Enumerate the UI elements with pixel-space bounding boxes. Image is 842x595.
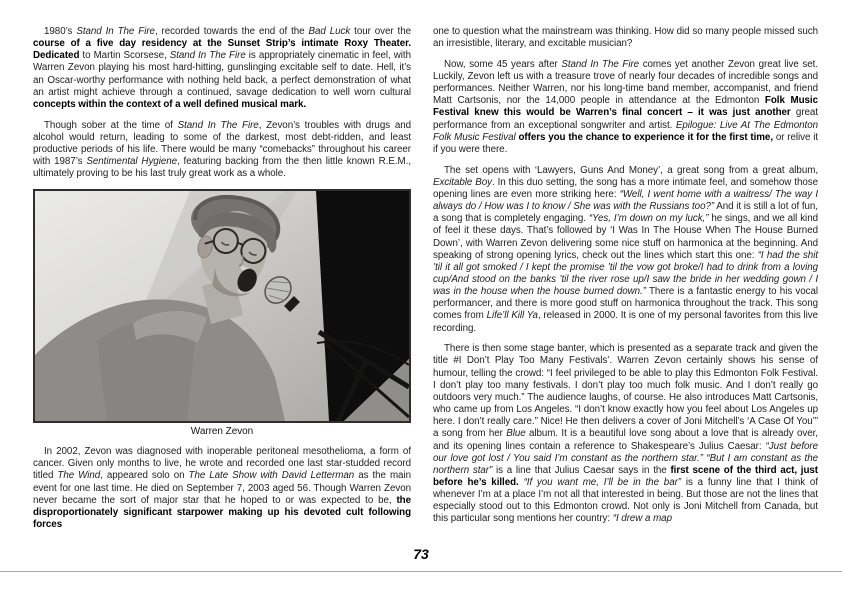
left-column-top-paragraphs xyxy=(33,26,411,180)
left-column xyxy=(33,26,411,540)
paragraph: The set opens with ‘Lawyers, Guns And Money’, a great song from a great album, Excitable Boy. In this duo setting, the song has a more intimate feel, and somehow those opening lines are even more striking here: “Well, I went home with a waitress/ The way I always do / How was I to know / She was with the Russians too?” And it is still a lot of fun, a song that is completely engaging. “Yes, I’m down on my luck,” he sings, and we all kind of feel it these days. That’s followed by ‘I Was In The House When The House Burned Down’, with Warren Zevon delivering some nice stuff on harmonica at the beginning. And speaking of strong opening lyrics, check out the lines which start this one: “I had the shit ’til it all got smoked / I kept the promise ’til the vow got broke/I had to drink from a loving cup/And stood on the banks ’til the river rose up/I saw the bride in her wedding gown / I was in the house when the house burned down.” There is a fantastic energy to his vocal performancer, and there is more good stuff on harmonica throughout the track. This song comes from Life’ll Kill Ya, released in 2000. It is one of my personal favorites from this live recording. xyxy=(433,164,819,334)
paragraph: Though sober at the time of Stand In The Fire, Zevon’s troubles with drugs and alcohol would return, leading to some of the darkest, most debt-ridden, and least productive periods of his life. There would be many “comebacks” throughout his career with 1987’s Sentimental Hygiene, featuring backing from the then little known R.E.M., ultimately proving to be his last truly great work as a whole. xyxy=(33,119,412,180)
warren-zevon-photo xyxy=(33,189,411,423)
paragraph: In 2002, Zevon was diagnosed with inoperable peritoneal mesothelioma, a form of cancer. Given only months to live, he wrote and recorded one last star-studded record titled The Wind, appeared solo on The Late Show with David Letterman as the main event for one last time. He died on September 7, 2003 aged 56. Though Warren Zevon never became the sort of major star that he hoped to or was expected to be, the disproportionately significant starpower making up his devoted cult following forces xyxy=(33,446,411,530)
photo-figure xyxy=(33,189,411,438)
footer-divider-line xyxy=(0,571,842,572)
photo-caption: Warren Zevon xyxy=(190,425,254,437)
paragraph: Now, some 45 years after Stand In The Fire comes yet another Zevon great live set. Luckily, Zevon left us with a treasure trove of nearly four decades of incredible songs and performances. Neither Warren, nor his long-time band member, accompanist, and friend Matt Cartsonis, nor the 14,000 people in attendance at the Edmonton Folk Music Festival knew this would be Warren’s final concert – it was just another great performance from an exceptional songwriter and artist. Epilogue: Live At The Edmonton Folk Music Festival offers you the chance to experience it for the first time, or relive it if you were there. xyxy=(433,58,819,155)
paragraph: There is then some stage banter, which is presented as a separate track and given the title #I Don’t Play Too Many Festivals’. Warren Zevon certainly shows his sense of humour, telling the crowd: “I feel privileged to be able to play this Edmonton Folk Festival. I don’t play too many festivals. I don’t play too much folk music. And I don’t really go outdoors very much.” The audience laughs, of course. He also introduces Matt Cartsonis, who came up from Los Angeles. “I don’t know exactly how you feel about Los Angeles up here. I don’t really care.” Nice! He then delivers a cover of Joni Mitchell’s ‘A Case Of You’” a song from her Blue album. It is a beautiful love song about a love that is already over, and its opening lines contain a reference to Shakespeare’s Julius Caesar: “Just before our love got lost / You said I’m constant as the northern star.” “But I am constant as the northern star” is a line that Julius Caesar says in the first scene of the third act, just before he’s killed. “If you want me, I’ll be in the bar” is a funny line that I think of whenever I’m at a place I’m not all that interested in being. But those are not the lines that especially stood out to this Edmonton crowd. Not only is Joni Mitchell from Canada, but this particular song mentions her country: “I drew a map xyxy=(433,343,819,525)
left-column-bottom-paragraphs xyxy=(33,446,411,531)
right-column xyxy=(433,26,818,534)
paragraph: 1980’s Stand In The Fire, recorded towards the end of the Bad Luck tour over the course of a five day residency at the Sunset Strip’s intimate Roxy Theater. Dedicated to Martin Scorsese, Stand In The Fire is appropriately cinematic in feel, with Warren Zevon playing his most hard-hitting, gunslinging excitable self to date. Hell, it’s an Oscar-worthy performance with nothing held back, a perfect demonstration of what an artist might achieve through a continued, savage dedication to well worn cultural concepts within the context of a well defined musical mark. xyxy=(33,26,411,110)
paragraph: one to question what the mainstream was thinking. How did so many people missed such an irresistible, literary, and excitable musician? xyxy=(433,26,818,50)
page-number: 73 xyxy=(413,546,429,562)
